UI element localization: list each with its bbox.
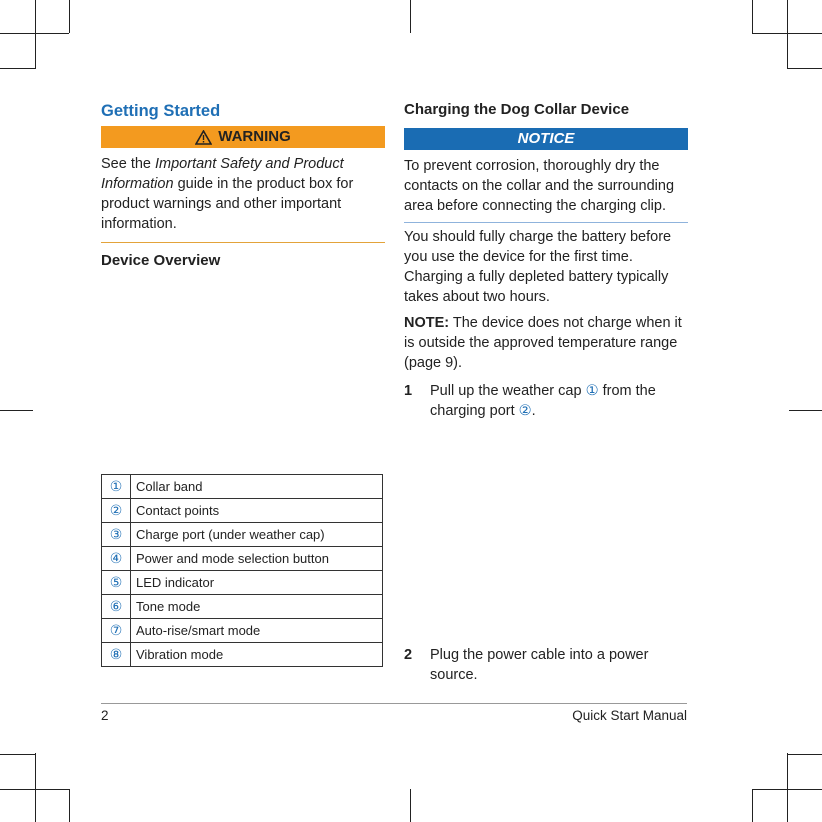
part-label: Tone mode — [131, 595, 383, 619]
device-overview-header — [101, 242, 385, 273]
crop-mark — [787, 0, 788, 69]
crop-mark — [787, 753, 788, 822]
callout-2: ② — [518, 403, 532, 419]
part-number: ⑦ — [102, 619, 131, 643]
note-label: NOTE: — [404, 315, 450, 331]
part-number: ① — [102, 475, 131, 499]
step-text: Plug the power cable into a power source. — [430, 647, 649, 683]
notice-label: NOTICE — [517, 130, 575, 147]
parts-table — [101, 474, 383, 667]
part-label: Power and mode selection button — [131, 547, 383, 571]
table-row — [102, 571, 383, 595]
warning-text — [101, 154, 385, 234]
right-column — [404, 98, 688, 421]
charging-title: Charging the Dog Collar Device — [404, 101, 630, 118]
crop-mark — [69, 0, 70, 33]
note-text: The device does not charge when it is outside the approved temperature range (page 9). — [404, 315, 682, 371]
crop-mark — [35, 0, 36, 69]
manual-title: Quick Start Manual — [572, 708, 687, 723]
part-number: ④ — [102, 547, 131, 571]
table-row — [102, 523, 383, 547]
crop-mark — [69, 789, 70, 822]
warning-label: WARNING — [218, 128, 291, 145]
crop-mark — [787, 68, 822, 69]
footer-divider — [101, 703, 687, 704]
device-overview-title: Device Overview — [101, 252, 221, 269]
part-label: Collar band — [131, 475, 383, 499]
step-2 — [404, 645, 688, 685]
step-1-text-b: from the charging port — [430, 383, 656, 419]
page-number: 2 — [101, 708, 109, 723]
table-row — [102, 547, 383, 571]
step-1-text-a: Pull up the weather cap — [430, 383, 586, 399]
table-row — [102, 643, 383, 667]
part-number: ⑧ — [102, 643, 131, 667]
part-label: LED indicator — [131, 571, 383, 595]
crop-mark — [0, 410, 33, 411]
table-row — [102, 499, 383, 523]
crop-mark — [787, 754, 822, 755]
note-paragraph — [404, 313, 688, 373]
part-number: ⑤ — [102, 571, 131, 595]
charging-intro — [404, 222, 688, 307]
warning-text-prefix: See the — [101, 156, 156, 172]
part-label: Vibration mode — [131, 643, 383, 667]
step-text — [430, 381, 688, 421]
crop-mark — [0, 754, 35, 755]
crop-mark — [752, 0, 753, 33]
step-number: 2 — [404, 647, 413, 663]
step-number: 1 — [404, 383, 413, 399]
warning-text-guide-name: Important Safety and Product Information — [101, 156, 344, 192]
part-label: Contact points — [131, 499, 383, 523]
part-number: ③ — [102, 523, 131, 547]
part-number: ② — [102, 499, 131, 523]
table-row — [102, 475, 383, 499]
crop-mark — [410, 789, 411, 822]
step-1-text-d: . — [531, 403, 536, 419]
warning-triangle-icon — [195, 130, 212, 145]
left-column — [101, 98, 385, 273]
part-label: Charge port (under weather cap) — [131, 523, 383, 547]
part-number: ⑥ — [102, 595, 131, 619]
crop-mark — [35, 753, 36, 822]
notice-banner — [404, 128, 688, 150]
warning-text-suffix: guide in the product box for product warnings and other important information. — [101, 176, 354, 232]
notice-text: To prevent corrosion, thoroughly dry the contacts on the collar and the surrounding area before connecting the charging clip. — [404, 158, 675, 214]
crop-mark — [789, 410, 822, 411]
table-row — [102, 595, 383, 619]
crop-mark — [0, 68, 35, 69]
table-row — [102, 619, 383, 643]
section-title: Getting Started — [101, 102, 221, 120]
step-1 — [404, 381, 688, 421]
callout-1: ① — [585, 383, 599, 399]
crop-mark — [752, 789, 753, 822]
crop-mark — [410, 0, 411, 33]
warning-banner — [101, 126, 385, 148]
charging-paragraph: You should fully charge the battery before you use the device for the first time. Charging a fully depleted battery typically takes about two hours. — [404, 229, 672, 305]
part-label: Auto-rise/smart mode — [131, 619, 383, 643]
